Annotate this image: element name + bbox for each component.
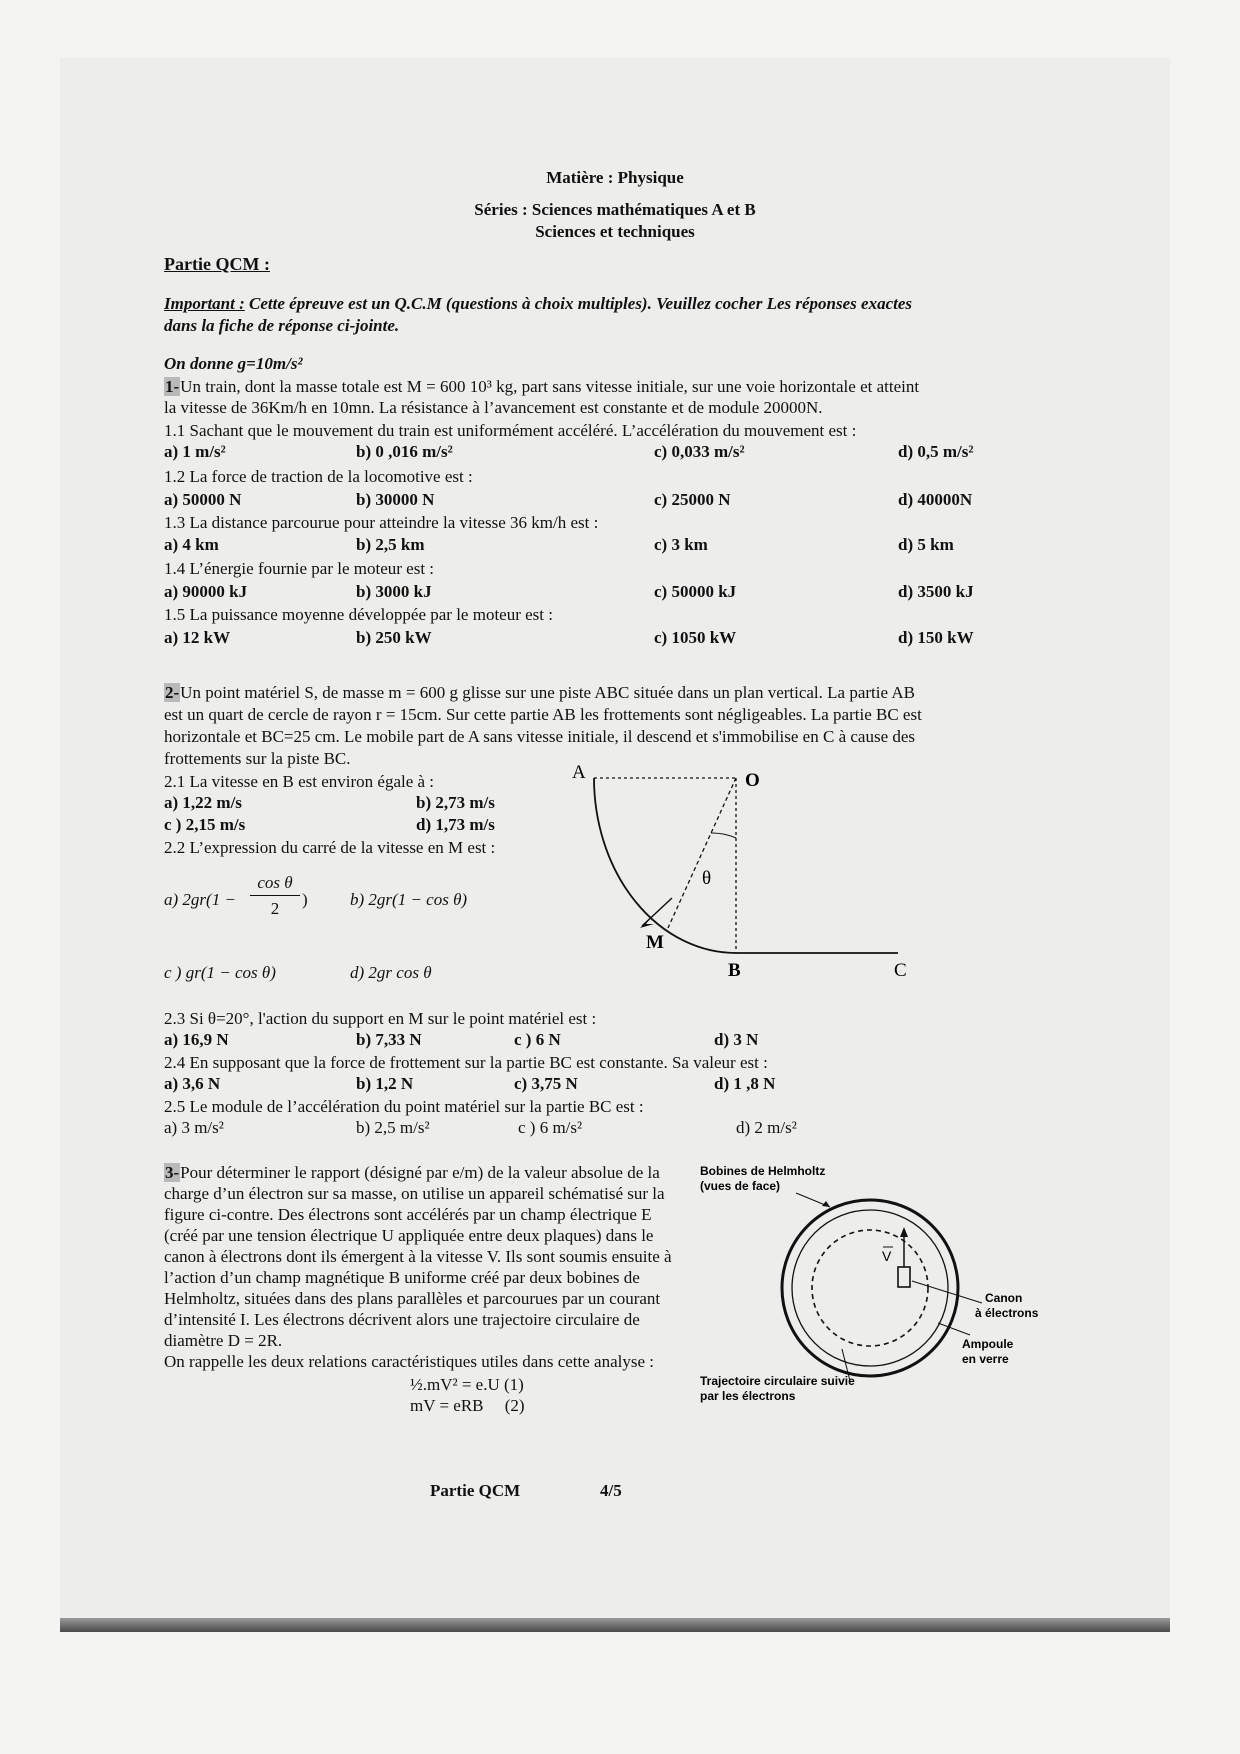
gun-label-1: Canon — [985, 1291, 1023, 1305]
q1-2-option-c[interactable]: c) 25000 N — [654, 490, 731, 509]
point-a-label: A — [572, 762, 586, 783]
velocity-vector-head — [900, 1227, 908, 1237]
q3-line4: (créé par une tension électrique U appliquée entre deux plaques) dans le — [164, 1226, 654, 1245]
important-line1 — [164, 294, 912, 314]
q3-line6: l’action d’un champ magnétique B uniforme créé par deux bobines de — [164, 1268, 640, 1287]
q3-number: 3- — [165, 1163, 180, 1182]
q3-line9: diamètre D = 2R. — [164, 1331, 283, 1350]
q1-3-option-a[interactable]: a) 4 km — [164, 535, 219, 554]
glass-bulb — [792, 1210, 948, 1366]
point-b-label: B — [728, 960, 741, 981]
q1-5-option-d[interactable]: d) 150 kW — [898, 628, 974, 647]
velocity-label: V — [882, 1248, 892, 1264]
track-figure — [560, 758, 940, 1008]
coils-label-1: Bobines de Helmholtz — [700, 1164, 826, 1178]
radius-om — [668, 778, 736, 928]
theta-arc — [711, 833, 736, 838]
q2-3-question: 2.3 Si θ=20°, l'action du support en M sur le point matériel est : — [164, 1009, 597, 1028]
q2-2-option-c[interactable]: c ) gr(1 − cos θ) — [164, 963, 276, 982]
velocity-arrowhead — [640, 916, 654, 928]
q2-1-option-c[interactable]: c ) 2,15 m/s — [164, 815, 246, 834]
important-line2: dans la fiche de réponse ci-jointe. — [164, 316, 400, 335]
bulb-label-1: Ampoule — [962, 1337, 1014, 1351]
q2-5-option-d[interactable]: d) 2 m/s² — [736, 1118, 797, 1137]
q2-1-option-a[interactable]: a) 1,22 m/s — [164, 793, 242, 812]
q1-5-option-a[interactable]: a) 12 kW — [164, 628, 231, 647]
q1-line2: la vitesse de 36Km/h en 10mn. La résistance à l’avancement est constante et de module 20000N. — [164, 398, 823, 417]
q2-line1 — [164, 682, 915, 703]
electron-gun — [898, 1267, 910, 1287]
q1-4-question: 1.4 L’énergie fournie par le moteur est : — [164, 559, 435, 578]
q1-4-option-d[interactable]: d) 3500 kJ — [898, 582, 974, 601]
series-subtitle: Sciences et techniques — [535, 222, 695, 241]
q3-line7: Helmholtz, situées dans des plans parallèles et parcourues par un courant — [164, 1289, 661, 1308]
q2-5-option-c[interactable]: c ) 6 m/s² — [518, 1118, 583, 1137]
q3-line2: charge d’un électron sur sa masse, on utilise un appareil schématisé sur la — [164, 1184, 665, 1203]
q1-1-option-a[interactable]: a) 1 m/s² — [164, 442, 226, 461]
q2-4-option-a[interactable]: a) 3,6 N — [164, 1074, 221, 1093]
q1-3-option-b[interactable]: b) 2,5 km — [356, 535, 425, 554]
q2-2-a-suffix: ) — [302, 890, 308, 909]
q3-line8: d’intensité I. Les électrons décrivent alors une trajectoire circulaire de — [164, 1310, 640, 1329]
point-m-label: M — [646, 932, 664, 953]
q1-2-question: 1.2 La force de traction de la locomotive est : — [164, 467, 473, 486]
q2-3-option-d[interactable]: d) 3 N — [714, 1030, 759, 1049]
q2-2-a-numerator: cos θ — [257, 873, 293, 892]
q2-number: 2- — [165, 683, 180, 702]
page-number: 4/5 — [600, 1481, 622, 1500]
q1-1-option-c[interactable]: c) 0,033 m/s² — [654, 442, 745, 461]
q2-2-a-denominator: 2 — [270, 899, 280, 918]
q3-relation1: ½.mV² = e.U (1) — [410, 1375, 524, 1394]
q1-3-question: 1.3 La distance parcourue pour atteindre la vitesse 36 km/h est : — [164, 513, 599, 532]
q2-5-option-a[interactable]: a) 3 m/s² — [164, 1118, 224, 1137]
q3-line5: canon à électrons dont ils émergent à la vitesse V. Ils sont soumis ensuite à — [164, 1247, 672, 1266]
helmholtz-coil-outer — [782, 1200, 958, 1376]
q1-1-question: 1.1 Sachant que le mouvement du train est uniformément accéléré. L’accélération du mouvement est : — [164, 421, 857, 440]
q2-1-option-b[interactable]: b) 2,73 m/s — [416, 793, 495, 812]
q1-4-option-b[interactable]: b) 3000 kJ — [356, 582, 432, 601]
q2-2-a-prefix: a) 2gr(1 − — [164, 890, 236, 909]
q2-2-a-fraction-bar — [250, 895, 300, 896]
q2-2-question: 2.2 L’expression du carré de la vitesse en M est : — [164, 838, 496, 857]
q2-text1: Un point matériel S, de masse m = 600 g glisse sur une piste ABC située dans un plan vertical. La partie AB — [180, 683, 915, 702]
footer-label: Partie QCM — [430, 1481, 521, 1500]
q1-4-option-a[interactable]: a) 90000 kJ — [164, 582, 248, 601]
q2-5-question: 2.5 Le module de l’accélération du point matériel sur la partie BC est : — [164, 1097, 644, 1116]
electron-trajectory — [812, 1230, 928, 1346]
theta-label: θ — [702, 868, 712, 889]
bulb-pointer — [938, 1323, 970, 1335]
q2-line4: frottements sur la piste BC. — [164, 749, 351, 768]
bulb-label-2: en verre — [962, 1352, 1009, 1366]
coils-label-2: (vues de face) — [700, 1179, 781, 1193]
q1-1-option-d[interactable]: d) 0,5 m/s² — [898, 442, 974, 461]
q1-2-option-a[interactable]: a) 50000 N — [164, 490, 242, 509]
q3-line1 — [164, 1162, 660, 1183]
q2-2-option-b[interactable]: b) 2gr(1 − cos θ) — [350, 890, 468, 909]
track-arc-ab — [594, 778, 736, 953]
q1-2-option-b[interactable]: b) 30000 N — [356, 490, 435, 509]
q3-text1: Pour déterminer le rapport (désigné par e/m) de la valeur absolue de la — [180, 1163, 660, 1182]
q1-text1: Un train, dont la masse totale est M = 600 10³ kg, part sans vitesse initiale, sur une voie horizontale et atteint — [180, 377, 920, 396]
q3-line10: On rappelle les deux relations caractéristiques utiles dans cette analyse : — [164, 1352, 654, 1371]
series-title: Séries : Sciences mathématiques A et B — [474, 200, 756, 219]
q2-3-option-a[interactable]: a) 16,9 N — [164, 1030, 229, 1049]
q2-3-option-b[interactable]: b) 7,33 N — [356, 1030, 422, 1049]
exam-page — [60, 58, 1170, 1618]
q1-3-option-c[interactable]: c) 3 km — [654, 535, 708, 554]
q3-relation2: mV = eRB (2) — [410, 1396, 525, 1415]
q2-line3: horizontale et BC=25 cm. Le mobile part de A sans vitesse initiale, il descend et s'immobilise en C à cause des — [164, 727, 916, 746]
q1-1-option-b[interactable]: b) 0 ,016 m/s² — [356, 442, 453, 461]
q1-line1 — [164, 376, 919, 397]
q2-3-option-c[interactable]: c ) 6 N — [514, 1030, 561, 1049]
q2-4-option-c[interactable]: c) 3,75 N — [514, 1074, 578, 1093]
important-text: Cette épreuve est un Q.C.M (questions à choix multiples). Veuillez cocher Les réponses exactes — [249, 294, 912, 313]
section-title: Partie QCM : — [164, 254, 270, 274]
q1-2-option-d[interactable]: d) 40000N — [898, 490, 973, 509]
subject-title: Matière : Physique — [546, 168, 684, 187]
q1-5-option-c[interactable]: c) 1050 kW — [654, 628, 737, 647]
q2-5-option-b[interactable]: b) 2,5 m/s² — [356, 1118, 430, 1137]
q2-4-option-b[interactable]: b) 1,2 N — [356, 1074, 414, 1093]
point-c-label: C — [894, 960, 907, 981]
q1-5-question: 1.5 La puissance moyenne développée par le moteur est : — [164, 605, 553, 624]
q2-line2: est un quart de cercle de rayon r = 15cm. Sur cette partie AB les frottements sont négligeables. La partie BC est — [164, 705, 922, 724]
given-gravity: On donne g=10m/s² — [164, 354, 303, 373]
point-o-label: O — [745, 770, 760, 791]
q2-1-option-d[interactable]: d) 1,73 m/s — [416, 815, 495, 834]
q2-2-option-d[interactable]: d) 2gr cos θ — [350, 963, 432, 982]
q1-3-option-d[interactable]: d) 5 km — [898, 535, 954, 554]
q2-4-question: 2.4 En supposant que la force de frottement sur la partie BC est constante. Sa valeur est : — [164, 1053, 768, 1072]
q1-number: 1- — [165, 377, 180, 396]
q2-4-option-d[interactable]: d) 1 ,8 N — [714, 1074, 776, 1093]
scan-edge-band — [60, 1618, 1170, 1632]
important-label: Important : — [164, 294, 245, 313]
gun-label-2: à électrons — [975, 1306, 1039, 1320]
q3-line3: figure ci-contre. Des électrons sont accélérés par un champ électrique E — [164, 1205, 652, 1224]
q2-1-question: 2.1 La vitesse en B est environ égale à : — [164, 772, 435, 791]
trajectory-label-1: Trajectoire circulaire suivie — [700, 1374, 855, 1388]
q1-4-option-c[interactable]: c) 50000 kJ — [654, 582, 737, 601]
q1-5-option-b[interactable]: b) 250 kW — [356, 628, 432, 647]
trajectory-label-2: par les électrons — [700, 1389, 796, 1403]
helmholtz-figure — [700, 1163, 1160, 1403]
